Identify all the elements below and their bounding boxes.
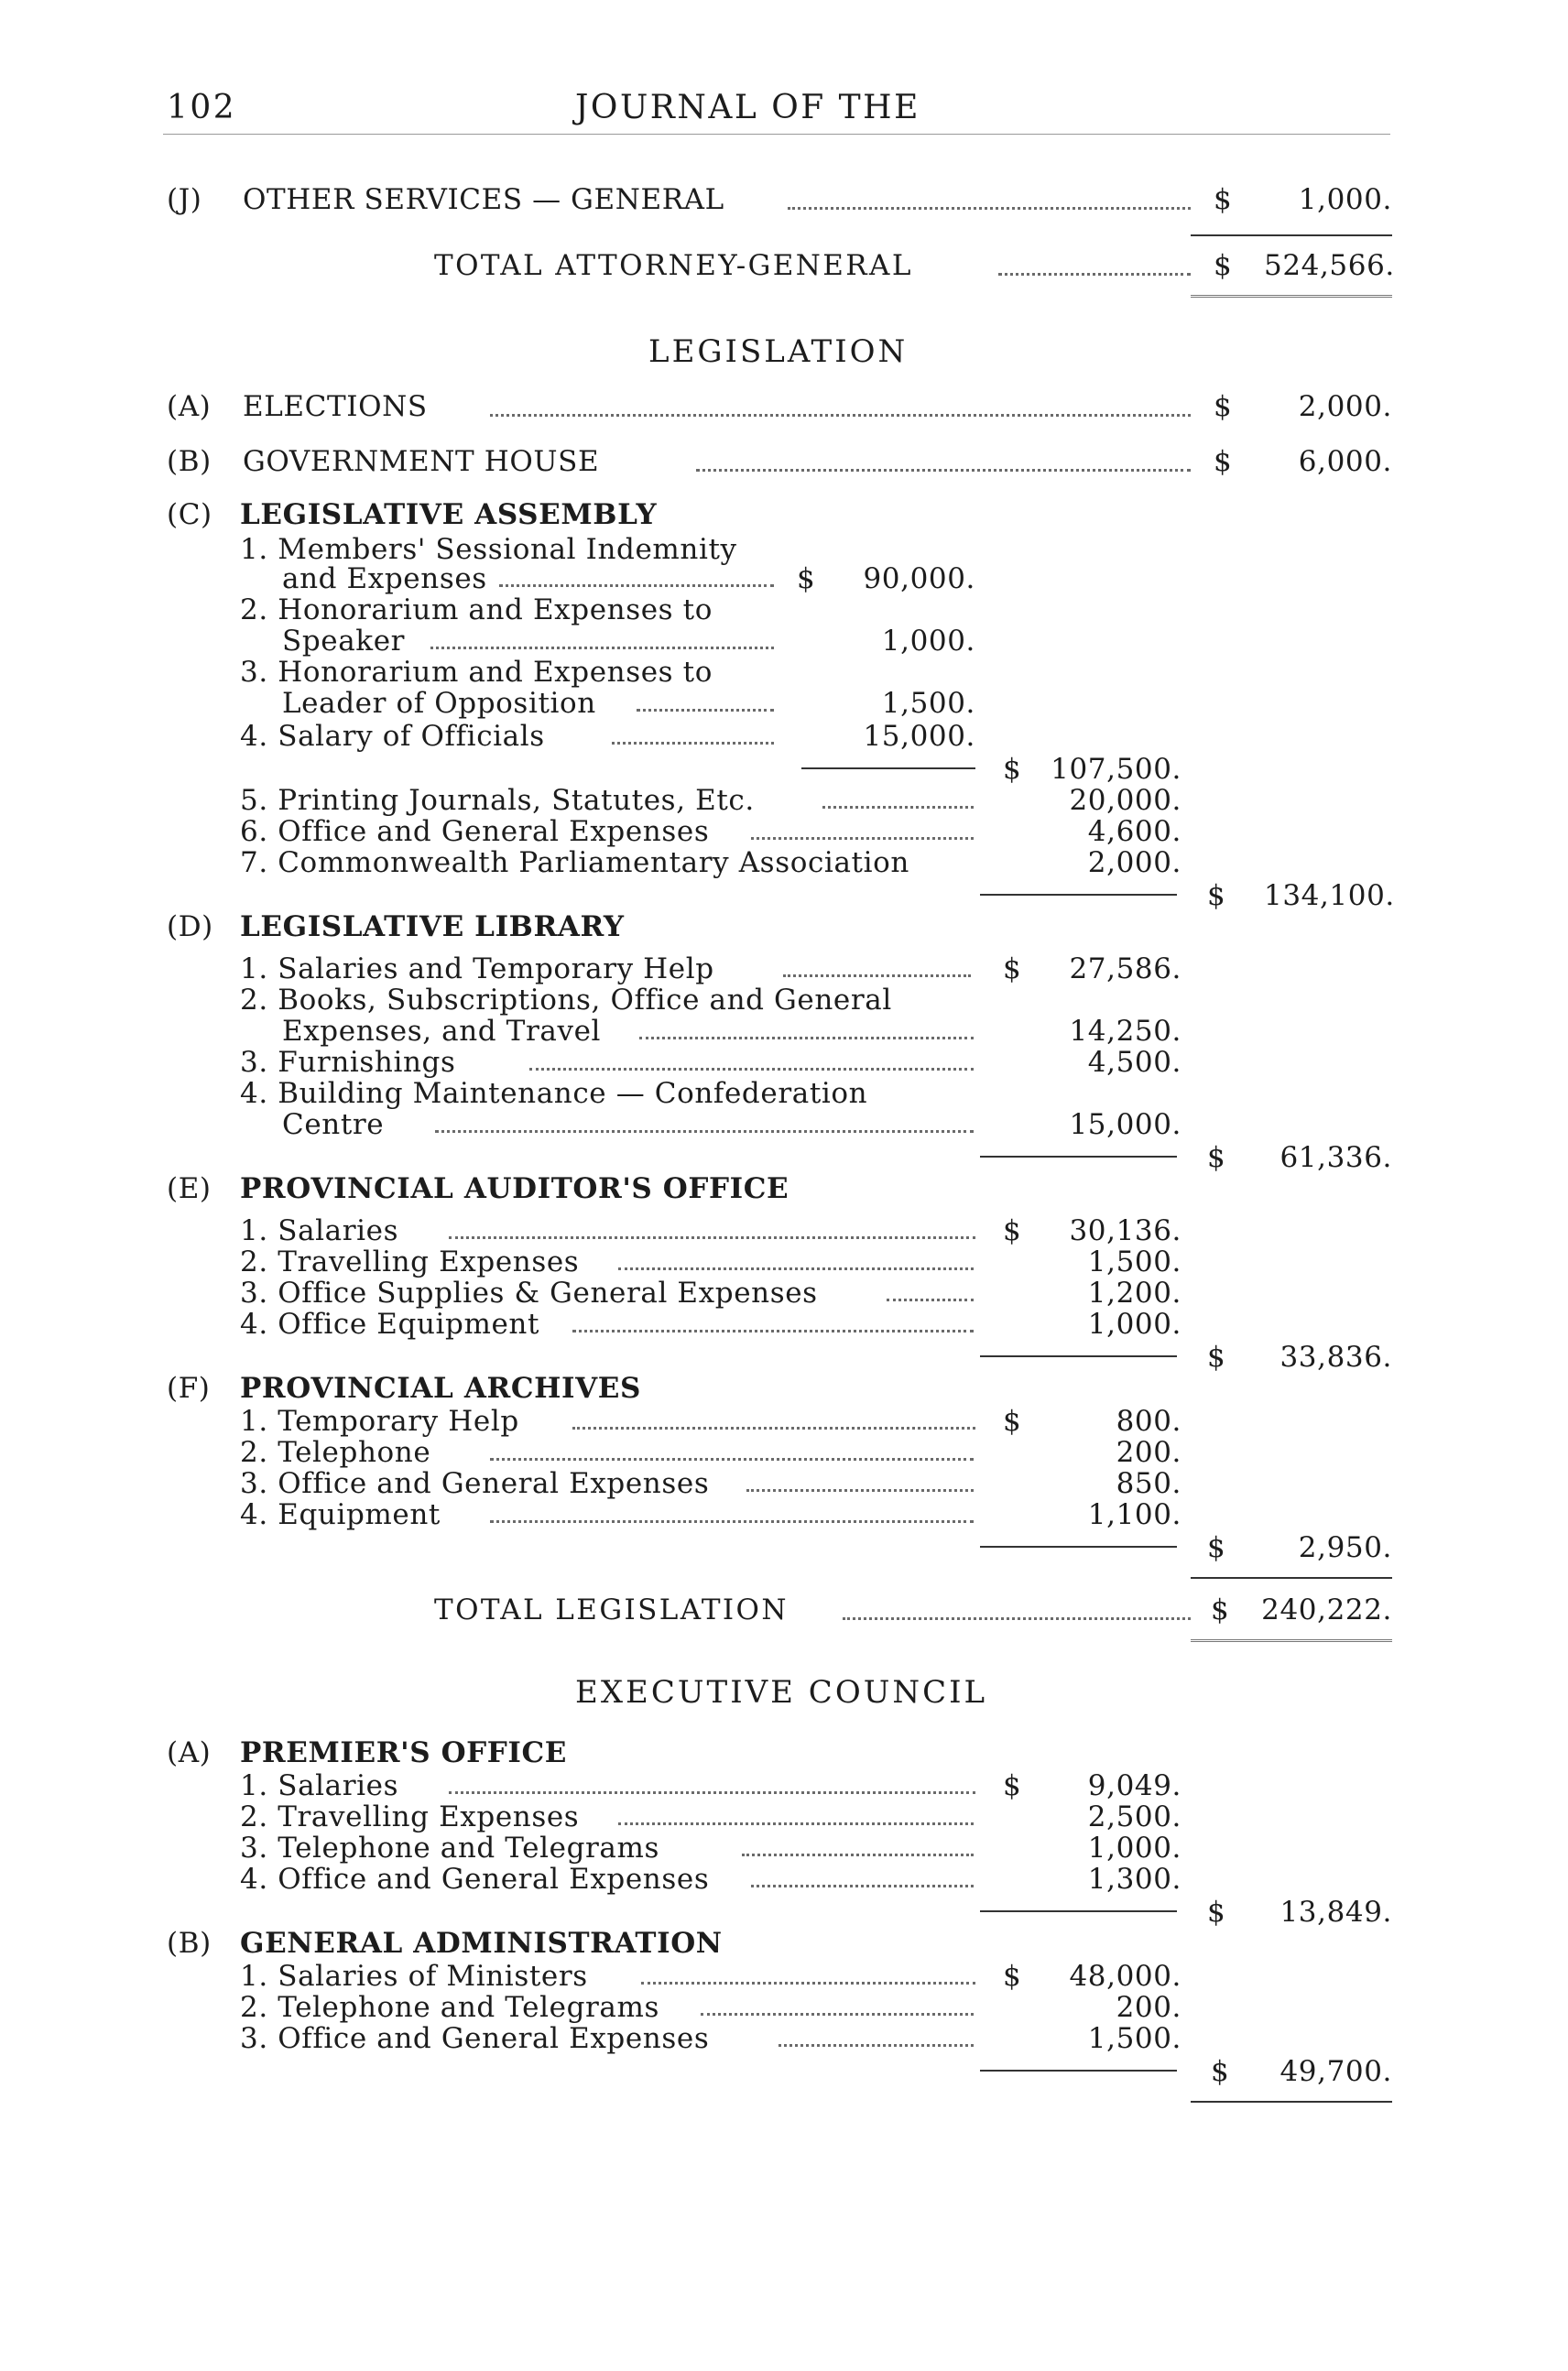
line-item: 2. Telephone and Telegrams — [240, 1991, 660, 2024]
line-amount: 200. — [1116, 1436, 1181, 1469]
line-amount: 1,000. — [1087, 1832, 1181, 1865]
line-item: 3. Honorarium and Expenses to — [240, 656, 713, 689]
dot-leader — [701, 2013, 974, 2016]
line-item: Expenses, and Travel — [282, 1015, 602, 1048]
total-label: TOTAL LEGISLATION — [434, 1593, 789, 1626]
section-label: (C) — [167, 498, 212, 531]
dot-leader — [887, 1299, 974, 1301]
dollar-sign: $ — [1207, 1896, 1226, 1929]
dot-leader — [637, 709, 774, 712]
line-amount: 2,500. — [1087, 1800, 1181, 1833]
subtotal-rule — [980, 2070, 1177, 2072]
line-item: Centre — [282, 1108, 385, 1141]
section-title: PROVINCIAL ARCHIVES — [240, 1372, 641, 1405]
dot-leader — [742, 1854, 974, 1856]
line-item: 2. Travelling Expenses — [240, 1800, 580, 1833]
dollar-sign: $ — [797, 562, 816, 595]
dot-leader — [449, 1791, 975, 1794]
line-item: and Expenses — [282, 562, 487, 595]
line-item: 1. Salaries and Temporary Help — [240, 952, 714, 985]
line-amount: 48,000. — [1069, 1960, 1181, 1993]
line-item: 1. Salaries — [240, 1214, 399, 1247]
dot-leader — [641, 1982, 975, 1985]
section-title: LEGISLATIVE LIBRARY — [240, 910, 625, 943]
double-rule — [1191, 295, 1392, 300]
header-rule — [163, 134, 1390, 135]
section-amount: 61,336. — [1279, 1141, 1392, 1174]
line-amount: 850. — [1116, 1467, 1181, 1500]
section-title: PREMIER'S OFFICE — [240, 1736, 568, 1769]
dollar-sign: $ — [1003, 1769, 1022, 1802]
total-label: TOTAL ATTORNEY-GENERAL — [434, 249, 913, 282]
line-item: 7. Commonwealth Parliamentary Association — [240, 846, 909, 879]
dollar-sign: $ — [1207, 1341, 1226, 1374]
dot-leader — [843, 1617, 1191, 1620]
section-title: OTHER SERVICES — GENERAL — [243, 183, 724, 216]
line-amount: 1,000. — [881, 625, 975, 658]
dollar-sign: $ — [1211, 2055, 1230, 2088]
line-amount: 800. — [1116, 1405, 1181, 1438]
dot-leader — [998, 273, 1191, 276]
dollar-sign: $ — [1003, 1960, 1022, 1993]
line-amount: 30,136. — [1069, 1214, 1181, 1247]
dot-leader — [490, 1520, 974, 1523]
section-heading: LEGISLATION — [648, 333, 909, 370]
page-number: 102 — [167, 89, 237, 126]
total-rule — [1191, 234, 1392, 236]
line-item: 2. Telephone — [240, 1436, 431, 1469]
line-amount: 9,049. — [1087, 1769, 1181, 1802]
line-item: 5. Printing Journals, Statutes, Etc. — [240, 784, 755, 817]
dot-leader — [696, 469, 1191, 472]
dot-leader — [490, 414, 1191, 417]
section-amount: 49,700. — [1279, 2055, 1392, 2088]
section-amount: 1,000. — [1298, 183, 1392, 216]
journal-title: JOURNAL OF THE — [575, 89, 920, 126]
dot-leader — [612, 742, 774, 745]
dot-leader — [529, 1068, 974, 1071]
dot-leader — [499, 584, 774, 587]
line-amount: 1,500. — [881, 687, 975, 720]
dollar-sign: $ — [1003, 952, 1022, 985]
line-item: 2. Travelling Expenses — [240, 1245, 580, 1278]
dollar-sign: $ — [1214, 390, 1233, 423]
subtotal-rule — [980, 1156, 1177, 1158]
line-item: 4. Equipment — [240, 1498, 441, 1531]
section-title: LEGISLATIVE ASSEMBLY — [240, 498, 658, 531]
line-amount: 15,000. — [863, 720, 975, 753]
line-item: 3. Office and General Expenses — [240, 1467, 710, 1500]
section-label: (A) — [167, 390, 212, 423]
section-label: (E) — [167, 1172, 212, 1205]
line-item: 1. Salaries — [240, 1769, 399, 1802]
line-amount: 1,100. — [1087, 1498, 1181, 1531]
dot-leader — [572, 1427, 975, 1430]
section-amount: 134,100. — [1264, 879, 1395, 912]
section-label: (J) — [167, 183, 202, 216]
section-title: GOVERNMENT HOUSE — [243, 445, 600, 478]
subtotal-rule — [980, 1910, 1177, 1912]
line-amount: 1,300. — [1087, 1863, 1181, 1896]
section-label: (D) — [167, 910, 213, 943]
line-amount: 1,500. — [1087, 2022, 1181, 2055]
line-item: 2. Books, Subscriptions, Office and General — [240, 984, 892, 1017]
dot-leader — [618, 1267, 974, 1270]
total-amount: 524,566. — [1264, 249, 1395, 282]
dollar-sign: $ — [1003, 1405, 1022, 1438]
dot-leader — [449, 1236, 975, 1239]
line-amount: 4,500. — [1087, 1046, 1181, 1079]
dot-leader — [490, 1458, 974, 1461]
subtotal-rule — [980, 1355, 1177, 1357]
line-item: Leader of Opposition — [282, 687, 596, 720]
total-rule — [1191, 2101, 1392, 2103]
dollar-sign: $ — [1003, 753, 1022, 786]
section-label: (F) — [167, 1372, 211, 1405]
dot-leader — [639, 1037, 974, 1039]
section-amount: 6,000. — [1298, 445, 1392, 478]
section-amount: 2,950. — [1298, 1531, 1392, 1564]
line-amount: 1,200. — [1087, 1277, 1181, 1310]
section-heading: EXECUTIVE COUNCIL — [575, 1674, 988, 1711]
dot-leader — [430, 647, 774, 649]
dollar-sign: $ — [1003, 1214, 1022, 1247]
dot-leader — [751, 837, 974, 840]
dot-leader — [779, 2044, 974, 2047]
line-item: 4. Office Equipment — [240, 1308, 540, 1341]
line-item: 3. Furnishings — [240, 1046, 456, 1079]
dollar-sign: $ — [1214, 249, 1233, 282]
line-amount: 15,000. — [1069, 1108, 1181, 1141]
section-amount: 13,849. — [1279, 1896, 1392, 1929]
dot-leader — [746, 1489, 974, 1492]
dollar-sign: $ — [1207, 1531, 1226, 1564]
dot-leader — [435, 1130, 974, 1133]
dot-leader — [751, 1885, 974, 1887]
section-title: PROVINCIAL AUDITOR'S OFFICE — [240, 1172, 789, 1205]
line-item: 3. Office and General Expenses — [240, 2022, 710, 2055]
dollar-sign: $ — [1211, 1593, 1230, 1626]
line-amount: 4,600. — [1087, 815, 1181, 848]
line-item: 4. Office and General Expenses — [240, 1863, 710, 1896]
dollar-sign: $ — [1214, 183, 1233, 216]
line-item: 1. Salaries of Ministers — [240, 1960, 588, 1993]
subtotal-amount: 107,500. — [1051, 753, 1181, 786]
line-item: Speaker — [282, 625, 406, 658]
dot-leader — [822, 806, 974, 809]
section-amount: 33,836. — [1279, 1341, 1392, 1374]
section-title: ELECTIONS — [243, 390, 428, 423]
section-label: (B) — [167, 1927, 212, 1960]
dollar-sign: $ — [1207, 1141, 1226, 1174]
dot-leader — [618, 1822, 974, 1825]
line-item: 3. Telephone and Telegrams — [240, 1832, 660, 1865]
dot-leader — [783, 974, 971, 977]
line-item: 1. Members' Sessional Indemnity — [240, 533, 737, 566]
line-item: 4. Salary of Officials — [240, 720, 545, 753]
line-amount: 20,000. — [1069, 784, 1181, 817]
line-amount: 1,000. — [1087, 1308, 1181, 1341]
section-title: GENERAL ADMINISTRATION — [240, 1927, 723, 1960]
dollar-sign: $ — [1207, 879, 1226, 912]
subtotal-rule — [980, 1546, 1177, 1548]
dot-leader — [788, 207, 1191, 210]
dollar-sign: $ — [1214, 445, 1233, 478]
line-item: 6. Office and General Expenses — [240, 815, 710, 848]
section-label: (A) — [167, 1736, 212, 1769]
section-label: (B) — [167, 445, 212, 478]
total-amount: 240,222. — [1261, 1593, 1392, 1626]
line-item: 4. Building Maintenance — Confederation — [240, 1077, 868, 1110]
line-amount: 27,586. — [1069, 952, 1181, 985]
line-amount: 1,500. — [1087, 1245, 1181, 1278]
line-amount: 2,000. — [1087, 846, 1181, 879]
line-amount: 14,250. — [1069, 1015, 1181, 1048]
subtotal-rule — [980, 894, 1177, 896]
line-item: 3. Office Supplies & General Expenses — [240, 1277, 818, 1310]
double-rule — [1191, 1639, 1392, 1645]
subtotal-rule — [801, 767, 975, 769]
total-rule — [1191, 1577, 1392, 1579]
line-amount: 200. — [1116, 1991, 1181, 2024]
line-amount: 90,000. — [863, 562, 975, 595]
section-amount: 2,000. — [1298, 390, 1392, 423]
line-item: 2. Honorarium and Expenses to — [240, 593, 713, 626]
line-item: 1. Temporary Help — [240, 1405, 519, 1438]
dot-leader — [572, 1330, 974, 1332]
